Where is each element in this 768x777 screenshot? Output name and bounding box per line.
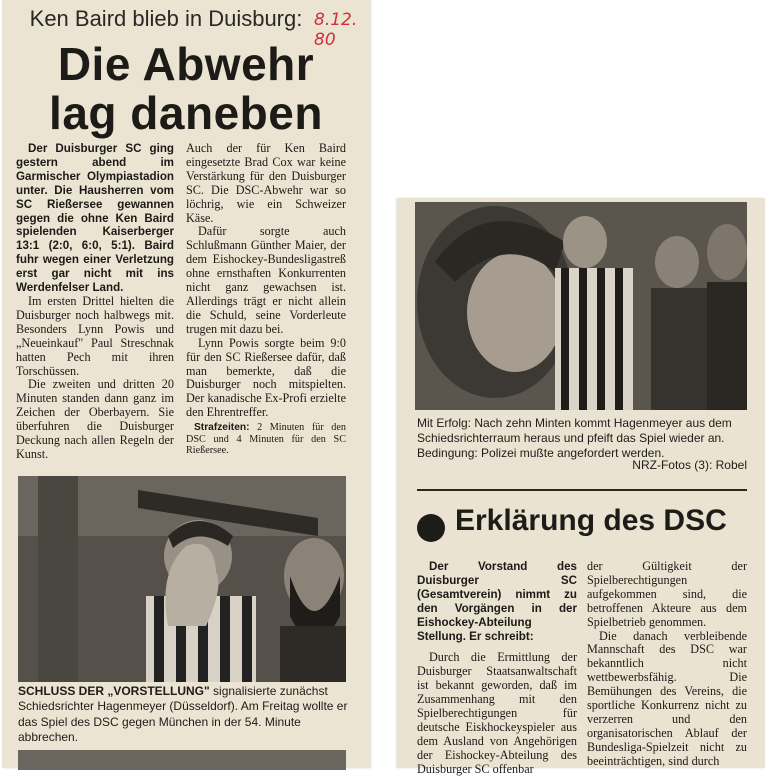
- penalties-label: Strafzeiten:: [194, 422, 250, 434]
- kicker-text: Ken Baird blieb in Duisburg:: [29, 6, 303, 31]
- section-divider: [417, 489, 747, 491]
- penalties-text: 2 Minuten für den DSC und 4 Minuten für den SC Rießersee.: [186, 422, 346, 457]
- right-article-column-1: [417, 560, 577, 777]
- referee-photo: [18, 476, 346, 682]
- penalties-note: [186, 422, 346, 457]
- photo-caption: [18, 684, 354, 745]
- paragraph: Lynn Powis sorgte beim 9:0 für den SC Rießersee dafür, daß man bemerkte, daß die Duisburger noch mitspielten. Der kanadische Ex-Profi erzielte den Ehrentreffer.: [186, 335, 346, 420]
- bullet-dot-icon: [417, 514, 445, 542]
- crowd-photo-caption: Mit Erfolg: Nach zehn Minten kommt Hagenmeyer aus dem Schiedsrichterraum heraus und pfeift das Spiel wieder an. Bedingung: Polizei mußte angefordert werden.: [417, 416, 732, 460]
- crowd-photo-image: [415, 202, 747, 410]
- left-article-column-2: [186, 142, 346, 457]
- lead-paragraph: Der Vorstand des Duisburger SC (Gesamtverein) nimmt zu den Vorgängen in der Eishockey-Abteilung Stellung. Er schreibt:: [417, 560, 577, 643]
- paragraph: Die danach verbleibende Mannschaft des DSC war bekanntlich nicht wettbewerbsfähig. Die Bemühungen des Vereins, die sportliche Konkurrenz nicht zu verzerren und den organisatorischen Ablauf der Bundesliga-Spielzeit nicht zu beeinträchtigen, sind durch: [587, 628, 747, 768]
- handwritten-date: 8.12. 80: [314, 10, 358, 50]
- left-article-clipping: [2, 0, 370, 768]
- photo-caption-text: signalisierte zunächst Schiedsrichter Hagenmeyer (Düsseldorf). Am Freitag wollte er das Spiel des DSC gegen München in der 54. Minute abbrechen.: [18, 684, 348, 744]
- lead-paragraph: Der Duisburger SC ging gestern abend im Garmischer Olympiastadion unter. Die Hausherren vom SC Rießersee gewannen gegen die ohne Ken Baird spielenden Kaiserberger 13:1 (2:0, 6:0, 5:1). Baird fuhr wegen einer Verletzung erst gar nicht mit ins Werdenfelser Land.: [16, 142, 174, 295]
- right-article-column-2: [587, 560, 747, 769]
- left-article-column-1: [16, 142, 174, 462]
- photo-caption-bold: SCHLUSS DER „VORSTELLUNG": [18, 684, 210, 698]
- paragraph: Die zweiten und dritten 20 Minuten standen dann ganz im Zeichen der Oberbayern. Sie überfuhren die Duisburger Deckung nach allen Regeln der Kunst.: [16, 377, 174, 461]
- photo-credit: NRZ-Fotos (3): Robel: [632, 458, 747, 472]
- second-photo-edge: [18, 750, 346, 770]
- paragraph: Durch die Ermittlung der Duisburger Staatsanwaltschaft ist bekannt geworden, daß im Zusammenhang mit den Spielberechtigungen für deutsche Eiskhockeyspieler aus dem Ausland von Angehörigen der Eishockey-Abteilung des Duisburger SC offenbar: [417, 650, 577, 776]
- paragraph: der Gültigkeit der Spielberechtigungen aufgekommen sind, die betroffenen Akteure aus dem Spielbetrieb genommen.: [587, 559, 747, 629]
- right-article-clipping: [397, 198, 765, 776]
- crowd-photo: [415, 202, 747, 410]
- referee-photo-image: [18, 476, 346, 682]
- paragraph: Dafür sorgte auch Schlußmann Günther Maier, der dem Eishockey-Bundesligastreß ohne ernsthaften Konkurrenten nicht ganz gewachsen ist. Allerdings trägt er nicht allein die Schuld, seine Vorderleute trugen mit dazu bei.: [186, 224, 346, 336]
- paragraph: Auch der für Ken Baird eingesetzte Brad Cox war keine Verstärkung für den Duisburger SC. Die DSC-Abwehr war so löchrig, wie ein Schweizer Käse.: [186, 141, 346, 225]
- paragraph: Im ersten Drittel hielten die Duisburger noch halbwegs mit. Besonders Lynn Powis und „Neueinkauf" Paul Streschnak hatten Pech mit ihren Torschüssen.: [16, 293, 174, 378]
- headline: Die Abwehr lag daneben: [49, 38, 323, 139]
- section-title: Erklärung des DSC: [455, 504, 727, 537]
